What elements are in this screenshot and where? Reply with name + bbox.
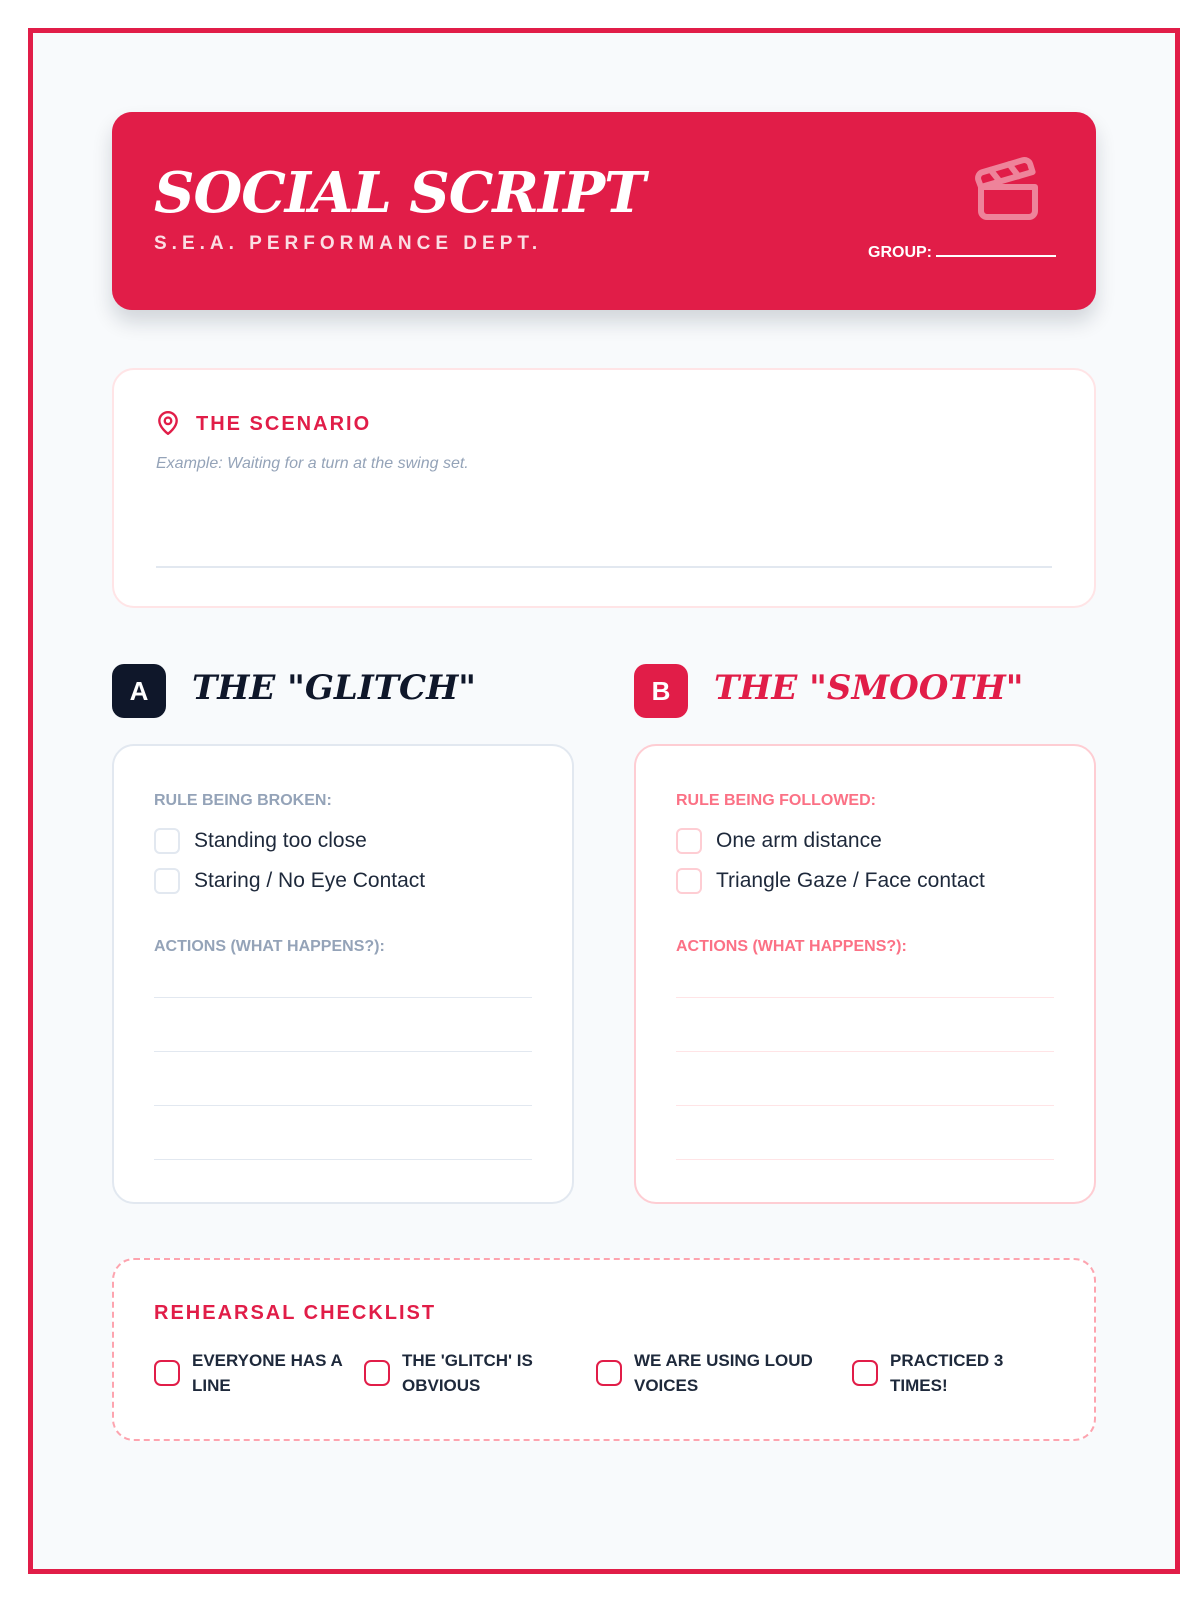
glitch-action-line[interactable] xyxy=(154,1105,532,1106)
glitch-option-row[interactable] xyxy=(154,827,367,855)
checklist-checkbox[interactable] xyxy=(596,1360,622,1386)
smooth-option-row[interactable] xyxy=(676,867,985,895)
smooth-action-line[interactable] xyxy=(676,1051,1054,1052)
checklist-item-line: VOICES xyxy=(634,1376,699,1395)
rehearsal-checklist-card xyxy=(112,1258,1096,1441)
checklist-item-line: PRACTICED 3 xyxy=(890,1351,1004,1370)
checklist-item-line: OBVIOUS xyxy=(402,1376,481,1395)
group-field[interactable] xyxy=(868,243,1056,262)
scenario-card xyxy=(112,368,1096,608)
checklist-item-label xyxy=(192,1348,343,1398)
glitch-action-line[interactable] xyxy=(154,1051,532,1052)
checklist-item[interactable] xyxy=(154,1348,343,1398)
checklist-item-label xyxy=(634,1348,813,1398)
smooth-action-line[interactable] xyxy=(676,1105,1054,1106)
scenario-example: Example: Waiting for a turn at the swing set. xyxy=(156,455,469,472)
glitch-option-label: Standing too close xyxy=(194,829,367,852)
smooth-action-line[interactable] xyxy=(676,997,1054,998)
smooth-title: THE "SMOOTH" xyxy=(714,668,1024,708)
smooth-badge: B xyxy=(634,664,688,718)
clapperboard-icon xyxy=(972,154,1044,226)
scenario-heading: THE SCENARIO xyxy=(196,413,372,435)
glitch-action-line[interactable] xyxy=(154,997,532,998)
checklist-checkbox[interactable] xyxy=(154,1360,180,1386)
group-blank-line[interactable] xyxy=(936,243,1056,257)
glitch-rule-label: RULE BEING BROKEN: xyxy=(154,792,332,809)
scenario-write-line[interactable] xyxy=(156,566,1052,568)
checklist-item-label xyxy=(890,1348,1003,1398)
checklist-item[interactable] xyxy=(364,1348,533,1398)
smooth-option-row[interactable] xyxy=(676,827,882,855)
group-label: GROUP: xyxy=(868,244,932,261)
glitch-option-row[interactable] xyxy=(154,867,425,895)
checklist-item-line: THE 'GLITCH' IS xyxy=(402,1351,533,1370)
glitch-card xyxy=(112,744,574,1204)
smooth-option-checkbox[interactable] xyxy=(676,828,702,854)
smooth-rule-label: RULE BEING FOLLOWED: xyxy=(676,792,876,809)
smooth-option-label: One arm distance xyxy=(716,829,882,852)
glitch-actions-label: ACTIONS (WHAT HAPPENS?): xyxy=(154,938,385,955)
checklist-item[interactable] xyxy=(852,1348,1003,1398)
glitch-option-label: Staring / No Eye Contact xyxy=(194,869,426,892)
checklist-item-line: LINE xyxy=(192,1376,231,1395)
map-pin-icon xyxy=(155,410,181,436)
smooth-card xyxy=(634,744,1096,1204)
glitch-action-line[interactable] xyxy=(154,1159,532,1160)
glitch-option-checkbox[interactable] xyxy=(154,828,180,854)
glitch-title: THE "GLITCH" xyxy=(192,668,476,708)
checklist-item-label xyxy=(402,1348,533,1398)
smooth-actions-label: ACTIONS (WHAT HAPPENS?): xyxy=(676,938,907,955)
page-title: SOCIAL SCRIPT xyxy=(154,160,645,226)
glitch-badge: A xyxy=(112,664,166,718)
page-subtitle: S.E.A. PERFORMANCE DEPT. xyxy=(154,233,543,254)
checklist-item-line: WE ARE USING LOUD xyxy=(634,1351,813,1370)
checklist-checkbox[interactable] xyxy=(364,1360,390,1386)
checklist-item[interactable] xyxy=(596,1348,813,1398)
header-banner xyxy=(112,112,1096,310)
smooth-option-checkbox[interactable] xyxy=(676,868,702,894)
checklist-item-line: EVERYONE HAS A xyxy=(192,1351,343,1370)
checklist-checkbox[interactable] xyxy=(852,1360,878,1386)
checklist-heading: REHEARSAL CHECKLIST xyxy=(154,1302,437,1324)
smooth-action-line[interactable] xyxy=(676,1159,1054,1160)
checklist-item-line: TIMES! xyxy=(890,1376,948,1395)
smooth-option-label: Triangle Gaze / Face contact xyxy=(716,869,985,892)
glitch-option-checkbox[interactable] xyxy=(154,868,180,894)
